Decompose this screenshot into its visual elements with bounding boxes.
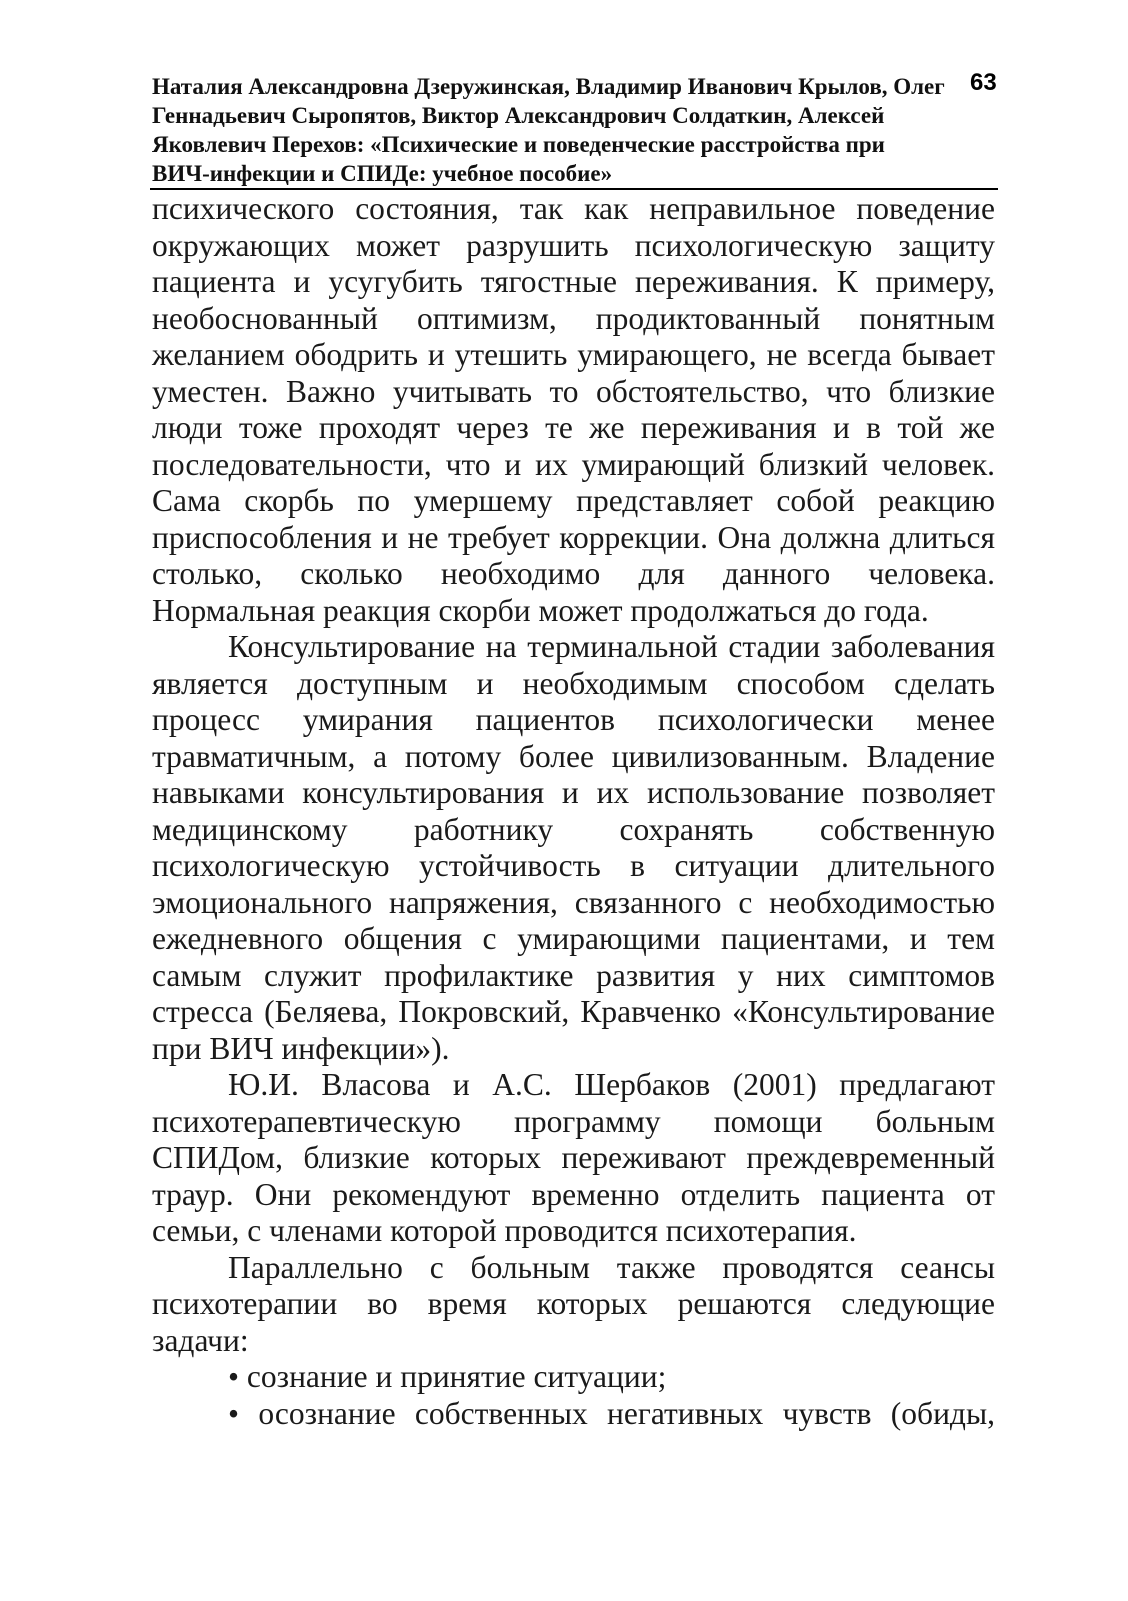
text-line: окружающих может разрушить психологическую защиту xyxy=(152,227,995,263)
text-line: семьи, с членами которой проводится психотерапия. xyxy=(152,1213,857,1248)
text-line: пациента и усугубить тягостные переживания. К примеру, xyxy=(152,264,995,299)
bullet-item: • осознание собственных негативных чувств (обиды, xyxy=(228,1395,995,1431)
text-line: процесс умирания пациентов психологически менее xyxy=(152,702,995,737)
text-line: уместен. Важно учитывать то обстоятельство, что близкие xyxy=(152,373,995,409)
text-line: столько, сколько необходимо для данного человека. xyxy=(152,556,995,591)
text-line: Нормальная реакция скорби может продолжаться до года. xyxy=(152,592,929,628)
page-number: 63 xyxy=(970,69,997,96)
text-line: психотерапевтическую программу помощи больным xyxy=(152,1103,995,1139)
text-line: психотерапии во время которых решаются следующие xyxy=(152,1286,995,1321)
text-line: желанием ободрить и утешить умирающего, не всегда бывает xyxy=(152,337,995,372)
header-line: Яковлевич Перехов: «Психические и поведенческие расстройства при xyxy=(152,132,885,157)
body-text xyxy=(152,191,995,1432)
text-line: последовательности, что и их умирающий близкий человек. xyxy=(152,446,995,482)
paragraph-first-line: Ю.И. Власова и А.С. Шербаков (2001) предлагают xyxy=(228,1067,995,1102)
text-line: при ВИЧ инфекции»). xyxy=(152,1030,450,1066)
header-line: Геннадьевич Сыропятов, Виктор Александрович Солдаткин, Алексей xyxy=(152,103,885,128)
text-line: необоснованный оптимизм, продиктованный понятным xyxy=(152,300,995,336)
text-line: СПИДом, близкие которых переживают преждевременный xyxy=(152,1140,995,1175)
text-line: траур. Они рекомендуют временно отделить пациента от xyxy=(152,1176,995,1212)
text-line: Сама скорбь по умершему представляет собой реакцию xyxy=(152,483,995,518)
header-line: ВИЧ-инфекции и СПИДе: учебное пособие» xyxy=(152,161,613,186)
text-line: эмоционального напряжения, связанного с необходимостью xyxy=(152,884,995,920)
header-divider xyxy=(150,188,998,190)
paragraph-first-line: Параллельно с больным также проводятся сеансы xyxy=(228,1249,995,1285)
text-line: самым служит профилактике развития у них симптомов xyxy=(152,957,995,993)
running-header xyxy=(152,72,997,188)
header-line: Наталия Александровна Дзеружинская, Владимир Иванович Крылов, Олег xyxy=(152,74,945,99)
paragraph-first-line: Консультирование на терминальной стадии заболевания xyxy=(228,629,995,664)
text-line: ежедневного общения с умирающими пациентами, и тем xyxy=(152,921,995,956)
text-line: психологическую устойчивость в ситуации длительного xyxy=(152,848,995,883)
bullet-item: • сознание и принятие ситуации; xyxy=(228,1359,667,1394)
text-line: является доступным и необходимым способом сделать xyxy=(152,665,995,701)
text-line: приспособления и не требует коррекции. Она должна длиться xyxy=(152,519,995,555)
text-line: задачи: xyxy=(152,1322,249,1358)
text-line: люди тоже проходят через те же переживания и в той же xyxy=(152,410,995,445)
text-line: травматичным, а потому более цивилизованным. Владение xyxy=(152,738,995,774)
text-line: стресса (Беляева, Покровский, Кравченко «Консультирование xyxy=(152,994,995,1029)
text-line: навыками консультирования и их использование позволяет xyxy=(152,775,995,810)
text-line: психического состояния, так как неправильное поведение xyxy=(152,191,995,226)
text-line: медицинскому работнику сохранять собственную xyxy=(152,811,995,847)
